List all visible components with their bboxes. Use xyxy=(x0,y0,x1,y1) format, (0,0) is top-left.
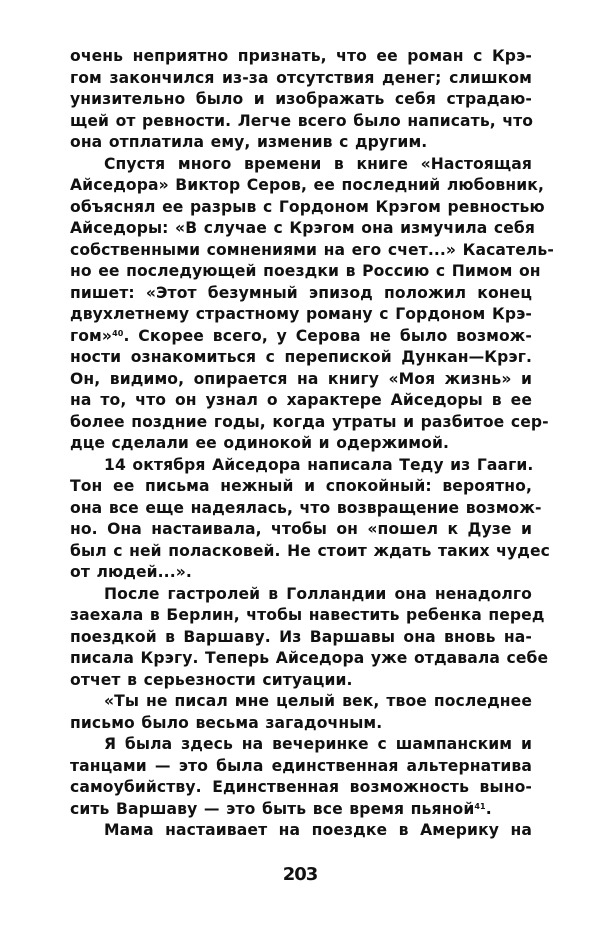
line-text: письмо было весьма загадочным. xyxy=(70,713,383,732)
line-text: отчет в серьезности ситуации. xyxy=(70,670,353,689)
text-line xyxy=(70,154,532,176)
line-text: двухлетнему страстному роману с Гордоном Крэ- xyxy=(70,305,532,323)
text-line xyxy=(70,304,532,326)
footnote-marker: 40 xyxy=(112,328,124,338)
text-line xyxy=(70,777,532,799)
line-text: Айседора» Виктор Серов, ее последний любовник, xyxy=(70,176,544,194)
line-text: Он, видимо, опирается на книгу «Моя жизнь» и xyxy=(70,369,532,388)
text-line xyxy=(70,390,532,412)
line-text: она отплатила ему, изменив с другим. xyxy=(70,133,428,151)
line-text: самоубийству. Единственная возможность выно- xyxy=(70,778,532,796)
line-text: Спустя много времени в книге «Настоящая xyxy=(104,154,532,173)
page-number: 203 xyxy=(282,864,318,885)
line-text: пишет: «Этот безумный эпизод положил конец xyxy=(70,283,532,302)
text-line xyxy=(70,584,532,606)
text-line xyxy=(70,326,532,348)
text-line xyxy=(70,347,532,369)
line-text: После гастролей в Голландии она ненадолго xyxy=(104,584,532,603)
line-text: дце сделали ее одинокой и одержимой. xyxy=(70,434,449,452)
text-line xyxy=(70,261,541,283)
text-line xyxy=(70,68,532,90)
line-text: гом» xyxy=(70,326,113,345)
text-line xyxy=(70,799,532,821)
line-text: гом закончился из-за отсутствия денег; слишком xyxy=(70,68,532,87)
line-text: объяснял ее разрыв с Гордоном Крэгом ревностью xyxy=(70,197,545,216)
text-line xyxy=(70,240,554,262)
line-text: от людей...». xyxy=(70,563,192,581)
text-line xyxy=(70,175,544,197)
text-line xyxy=(70,89,532,111)
text-line xyxy=(70,433,532,455)
line-text: танцами — это была единственная альтернатива xyxy=(70,756,532,775)
text-line xyxy=(70,734,532,756)
text-line xyxy=(70,455,532,477)
line-text: очень неприятно признать, что ее роман с Крэ- xyxy=(70,47,532,65)
line-text: был с ней поласковей. Не стоит ждать таких чудес xyxy=(70,541,550,560)
text-line xyxy=(70,605,545,627)
text-line xyxy=(70,648,549,670)
text-line xyxy=(70,476,532,498)
line-text: но ее последующей поездки в Россию с Пимом он xyxy=(70,262,541,280)
text-line xyxy=(70,132,532,154)
text-line xyxy=(70,218,536,240)
text-line xyxy=(70,627,532,649)
text-line xyxy=(70,369,532,391)
line-text: она все еще надеялась, что возвращение возмож- xyxy=(70,498,542,517)
line-text: Мама настаивает на поездке в Америку на xyxy=(104,821,532,839)
text-line xyxy=(70,691,532,713)
text-line xyxy=(70,498,542,520)
text-line xyxy=(70,46,532,68)
text-line xyxy=(70,713,532,735)
text-line xyxy=(70,562,532,584)
line-text: 14 октября Айседора написала Теду из Гааги. xyxy=(104,455,534,474)
line-text: но. Она настаивала, чтобы он «пошел к Дузе и xyxy=(70,520,532,538)
line-text: Тон ее письма нежный и спокойный: вероятно, xyxy=(70,477,532,495)
line-text: «Ты не писал мне целый век, твое последнее xyxy=(104,692,532,710)
line-text: унизительно было и изображать себя страдаю- xyxy=(70,90,532,108)
text-line xyxy=(70,412,549,434)
line-text: Айседоры: «В случае с Крэгом она измучила себя xyxy=(70,219,536,237)
line-text: Я была здесь на вечеринке с шампанским и xyxy=(104,735,532,753)
line-text-tail: . Скорее всего, у Серова не было возмож- xyxy=(123,326,532,345)
text-line xyxy=(70,756,532,778)
line-text: заехала в Берлин, чтобы навестить ребенка перед xyxy=(70,606,545,624)
line-text: собственными сомнениями на его счет...» Касатель- xyxy=(70,240,554,259)
text-line xyxy=(70,541,550,563)
line-text: сить Варшаву — это быть все время пьяной xyxy=(70,799,475,818)
line-text: щей от ревности. Легче всего было написать, что xyxy=(70,111,534,130)
text-line xyxy=(70,820,532,842)
footnote-marker: 41 xyxy=(474,801,486,811)
line-text-tail: . xyxy=(485,799,492,818)
text-line xyxy=(70,519,532,541)
line-text: ности ознакомиться с перепиской Дункан—Крэг. xyxy=(70,348,532,366)
text-line xyxy=(70,111,532,133)
line-text: более поздние годы, когда утраты и разбитое сер- xyxy=(70,412,549,431)
line-text: поездкой в Варшаву. Из Варшавы она вновь на- xyxy=(70,627,532,646)
line-text: на то, что он узнал о характере Айседоры в ее xyxy=(70,391,532,409)
text-line xyxy=(70,197,545,219)
text-line xyxy=(70,283,532,305)
book-page-text xyxy=(70,46,554,842)
text-line xyxy=(70,670,532,692)
line-text: писала Крэгу. Теперь Айседора уже отдавала себе xyxy=(70,649,549,667)
